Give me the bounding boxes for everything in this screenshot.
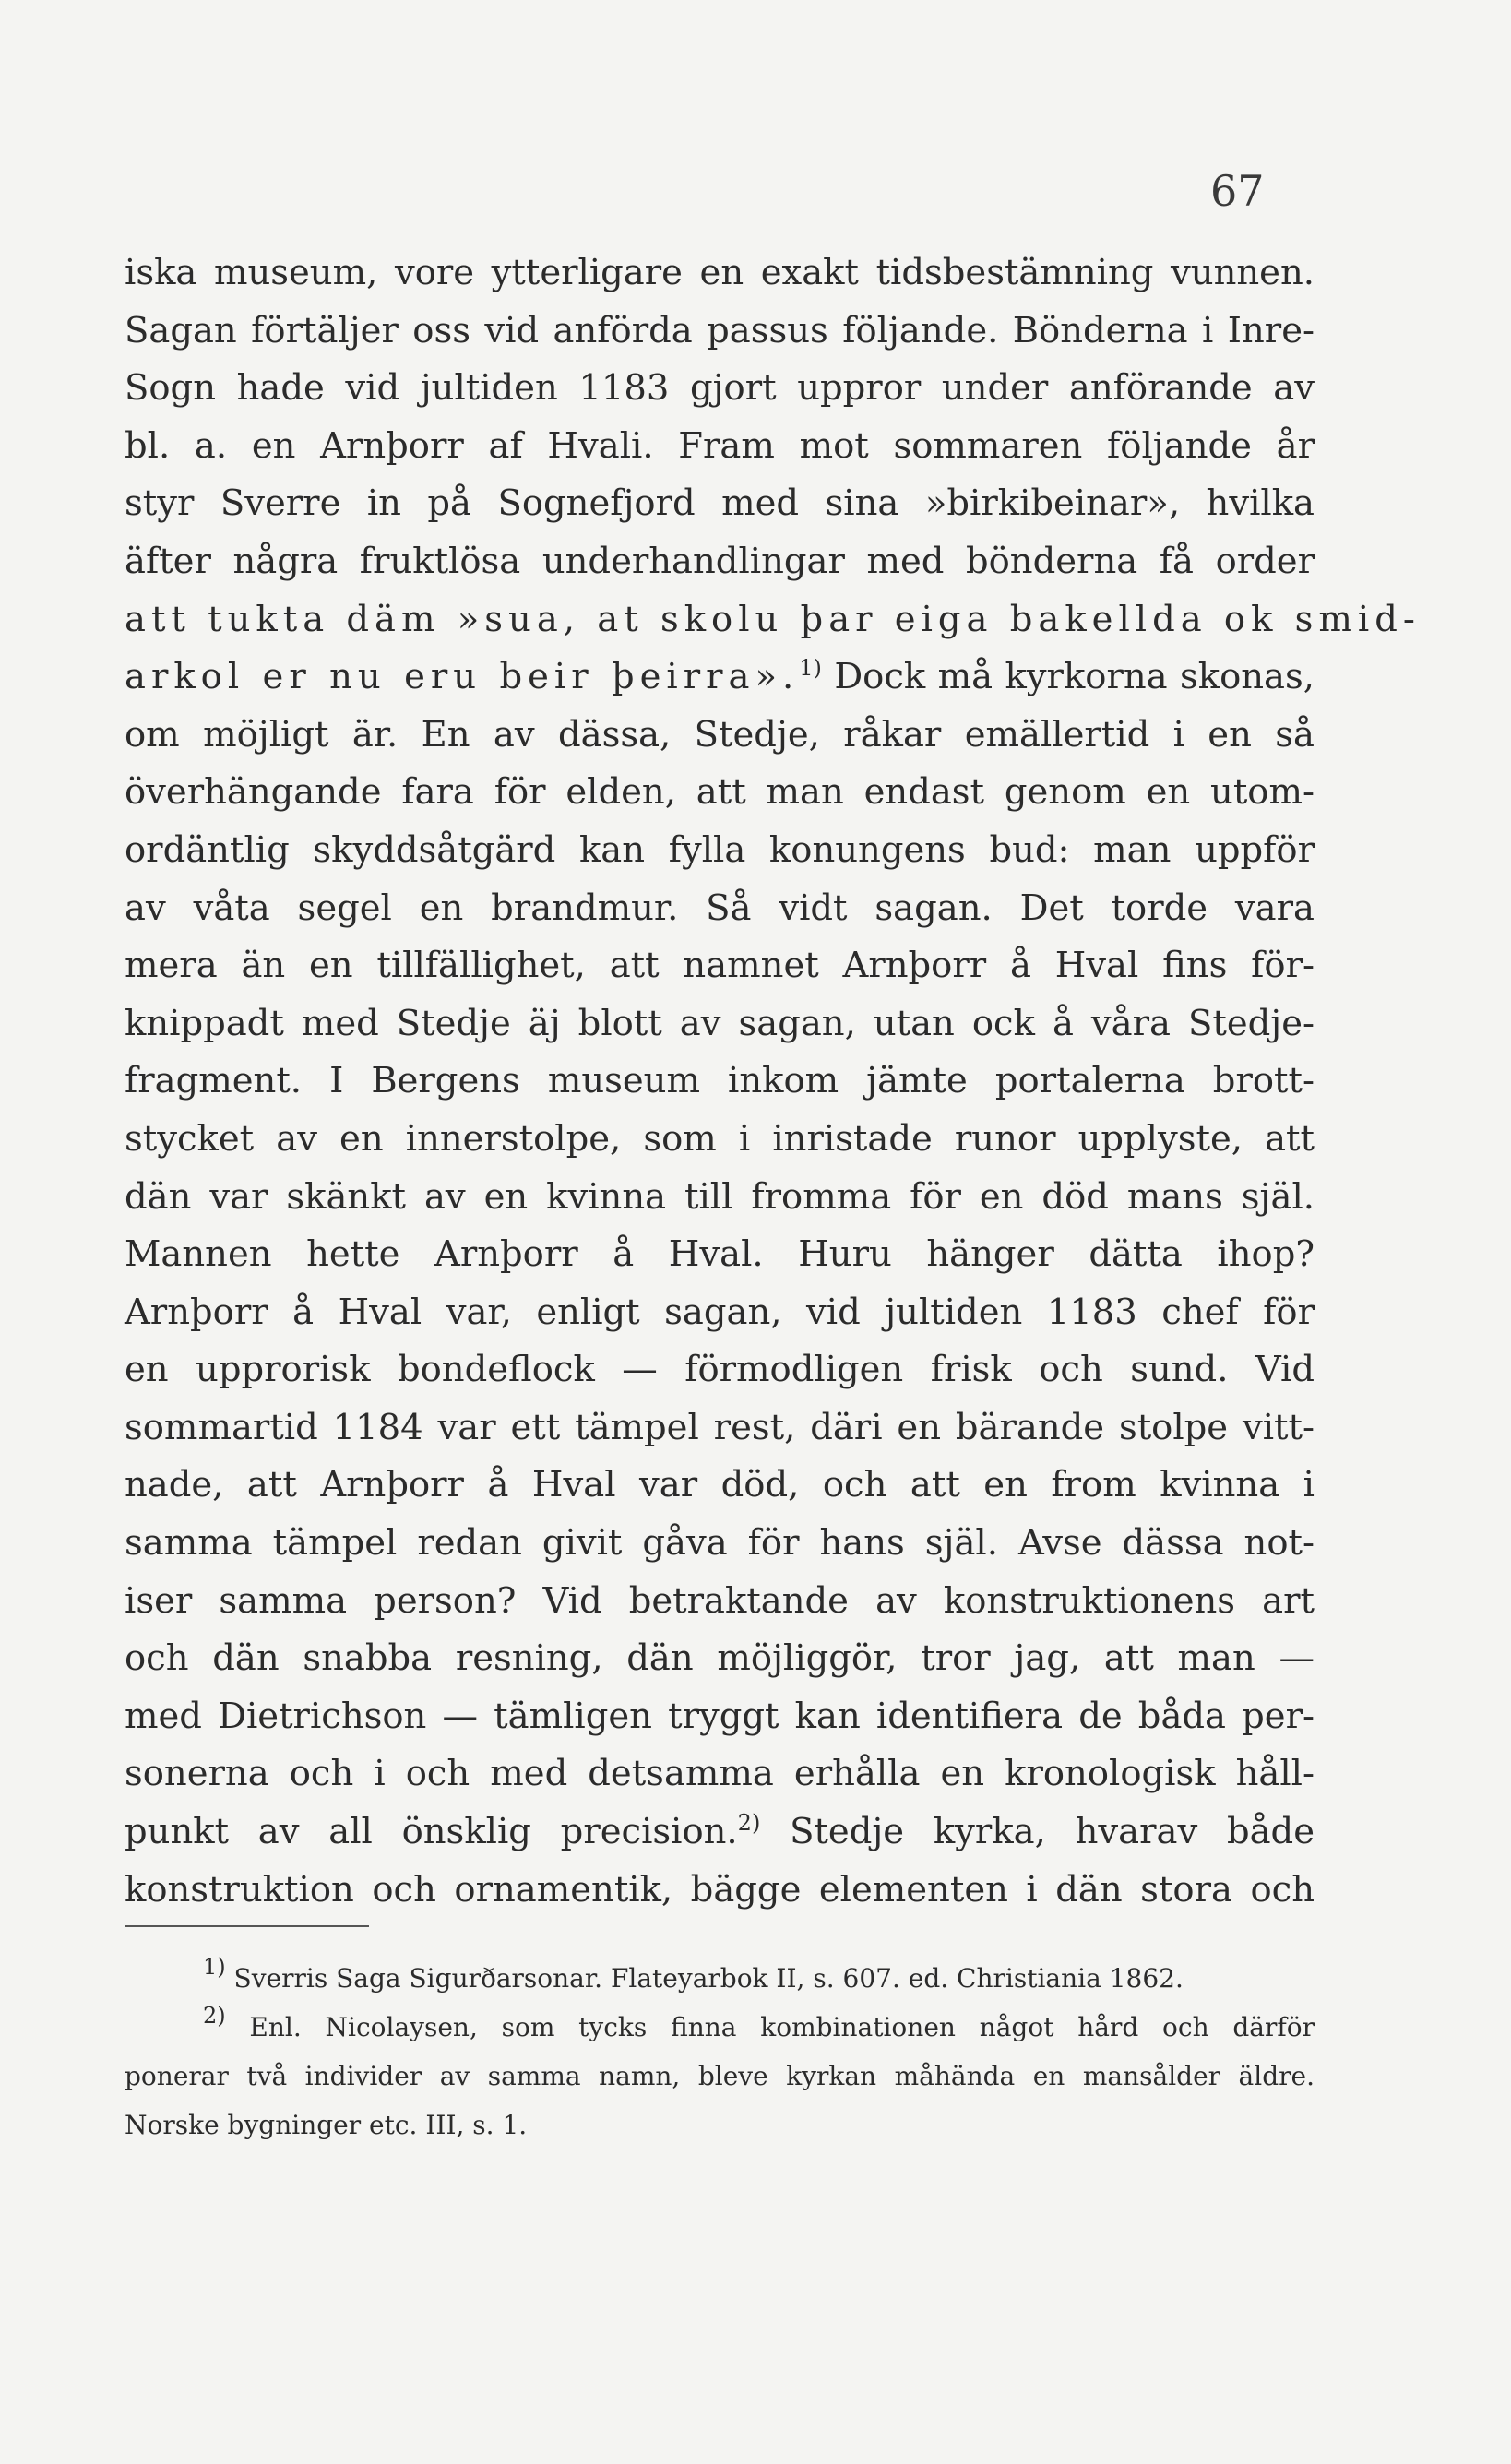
text-continuation: Dock må kyrkorna skonas,: [834, 656, 1315, 698]
text-line: en upprorisk bondeflock — förmodligen frisk och sund. Vid: [125, 1349, 1315, 1391]
text-line: mera än en tillfällighet, att namnet Arnþorr å Hval fins för-: [125, 945, 1315, 987]
body-text: [125, 244, 1421, 1919]
footnote-2-continued: ponerar två individer av samma namn, bleve kyrkan måhända en mansålder äldre.: [125, 2061, 1315, 2091]
text-line: om möjligt är. En av dässa, Stedje, råkar emällertid i en så: [125, 713, 1315, 756]
footnote-2-continued: Norske bygninger etc. III, s. 1.: [125, 2110, 528, 2140]
text-line: sommartid 1184 var ett tämpel rest, däri en bärande stolpe vitt-: [125, 1406, 1315, 1448]
footnote-text: Sverris Saga Sigurðarsonar. Flateyarbok II, s. 607. ed. Christiania 1862.: [233, 1963, 1184, 1994]
text-line: ordäntlig skyddsåtgärd kan fylla konungens bud: man uppför: [125, 828, 1315, 871]
footnote-marker-2: 2): [203, 2003, 226, 2029]
footnote-ref-1: 1): [799, 655, 822, 682]
text-line-with-footnote: [125, 1803, 1315, 1862]
footnote-text: Enl. Nicolaysen, som tycks finna kombinationen något hård och därför: [249, 2012, 1315, 2042]
text-line: dän var skänkt av en kvinna till fromma för en död mans själ.: [125, 1175, 1315, 1218]
footnote-divider: [125, 1925, 369, 1927]
text-line: samma tämpel redan givit gåva för hans själ. Avse dässa not-: [125, 1522, 1315, 1565]
text-line: konstruktion och ornamentik, bägge elementen i dän stora och: [125, 1868, 1315, 1910]
text-line: bl. a. en Arnþorr af Hvali. Fram mot sommaren följande år: [125, 424, 1315, 467]
text-line: nade, att Arnþorr å Hval var död, och att en from kvinna i: [125, 1464, 1315, 1506]
text-line: Mannen hette Arnþorr å Hval. Huru hänger dätta ihop?: [125, 1233, 1315, 1276]
text-line: att tukta däm »sua, at skolu þar eiga bakellda ok smid-: [125, 598, 1421, 640]
text-line: Sogn hade vid jultiden 1183 gjort uppror under anförande av: [125, 367, 1315, 410]
footnote-marker-1: 1): [203, 1954, 226, 1980]
quote-end: arkol er nu eru beir þeirra».: [125, 656, 800, 698]
footnotes: [125, 1954, 1315, 2149]
footnote-1: [125, 1954, 1315, 2003]
text-continuation: Stedje kyrka, hvarav både: [790, 1811, 1315, 1853]
page-number: 67: [1210, 166, 1265, 216]
footnote-2: [125, 2003, 1315, 2052]
text-line: styr Sverre in på Sognefjord med sina »birkibeinar», hvilka: [125, 482, 1315, 525]
text-line: med Dietrichson — tämligen tryggt kan identifiera de båda per-: [125, 1695, 1315, 1737]
text-line: fragment. I Bergens museum inkom jämte portalerna brott-: [125, 1060, 1315, 1102]
text-line: sonerna och i och med detsamma erhålla en kronologisk håll-: [125, 1753, 1315, 1795]
text-line: och dän snabba resning, dän möjliggör, tror jag, att man —: [125, 1637, 1315, 1680]
text-line: iska museum, vore ytterligare en exakt tidsbestämning vunnen.: [125, 252, 1315, 293]
footnote-ref-2: 2): [737, 1810, 761, 1837]
text-line: iser samma person? Vid betraktande av konstruktionens art: [125, 1579, 1315, 1622]
text-line-with-footnote: [125, 649, 1315, 707]
text-line: stycket av en innerstolpe, som i inristade runor upplyste, att: [125, 1117, 1315, 1160]
text-line: Sagan förtäljer oss vid anförda passus följande. Bönderna i Inre-: [125, 309, 1315, 351]
text-line: av våta segel en brandmur. Så vidt sagan. Det torde vara: [125, 887, 1315, 929]
text-line: knippadt med Stedje äj blott av sagan, utan ock å våra Stedje-: [125, 1002, 1315, 1044]
text-line: Arnþorr å Hval var, enligt sagan, vid jultiden 1183 chef för: [125, 1291, 1315, 1333]
text-segment: punkt av all önsklig precision.: [125, 1811, 738, 1853]
text-line: överhängande fara för elden, att man endast genom en utom-: [125, 771, 1315, 814]
text-line: äfter några fruktlösa underhandlingar med bönderna få order: [125, 540, 1315, 582]
